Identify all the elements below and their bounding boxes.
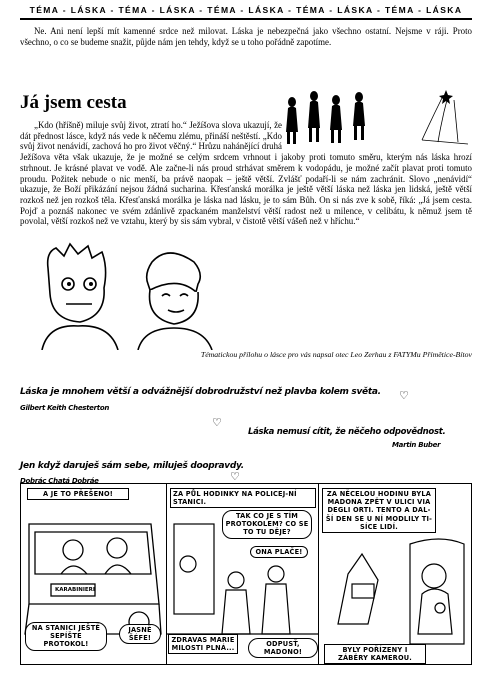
- caption-box: ZA PŮL HODINKY NA POLICEJ-NÍ STANICI.: [170, 488, 316, 508]
- heart-icon: ♡: [212, 416, 222, 429]
- caption-box: ZA NĚCELOU HODINU BYLA MADONA ZPĚT V ULICI VIA DEGLI ORTI. TENTO A DAL-ŠÍ DEN SE U NÍ MODLILY TI-SÍCE LIDÍ.: [322, 488, 436, 533]
- quote-3: Jen když daruješ sám sebe, miluješ doopravdy.: [20, 461, 244, 471]
- quote-2-author: Martin Buber: [392, 441, 441, 449]
- figures-wrap-space: [282, 120, 472, 152]
- section-header-band: TÉMA - LÁSKA - TÉMA - LÁSKA - TÉMA - LÁSKA - TÉMA - LÁSKA - TÉMA - LÁSKA: [20, 4, 472, 20]
- speech-bubble: ONA PLAČE!: [250, 546, 308, 558]
- comic-panel-1: [21, 484, 167, 664]
- couple-faces-illustration: [28, 238, 218, 350]
- caption-box: BYLY POŘÍZENY I ZÁBĚRY KAMEROU.: [324, 644, 426, 664]
- speech-bubble: ZDRAVAS MARIE MILOSTI PLNÁ...: [168, 634, 238, 654]
- car-sign-label: KARABINIERI: [55, 587, 95, 593]
- intro-paragraph: Ne. Ani není lepší mít kamenné srdce než milovat. Láska je nebezpečná jako všechno ostatní. Nejsme v ráji. Proto všechno, o co se budeme snažit, půjde nám jen tehdy, když se u toho pořádně zapotíme.: [20, 26, 472, 47]
- quote-2: Láska nemusí cítit, že něčeho odpovědnost.: [248, 427, 446, 437]
- heart-icon: ♡: [399, 389, 409, 402]
- speech-bubble: JASNĚ ŠÉFE!: [119, 624, 161, 644]
- comic-strip: [20, 483, 472, 665]
- quote-3-author: Dobrác Chatá Dobráe: [20, 477, 99, 485]
- speech-bubble: A JE TO PŘEŠENO!: [27, 488, 129, 500]
- heart-icon: ♡: [230, 470, 240, 483]
- quote-1-author: Gilbert Keith Chesterton: [20, 404, 110, 412]
- comic-panel-3: [318, 484, 471, 664]
- article-title: Já jsem cesta: [20, 92, 127, 113]
- article-credit: Tématickou přílohu o lásce pro vás napsal otec Leo Zerhau z FATYMu Přímětice-Bítov: [200, 350, 472, 359]
- speech-bubble: NA STANICI JEŠTĚ SEPÍŠTE PROTOKOL!: [25, 622, 107, 651]
- quote-1: Láska je mnohem větší a odvážnější dobrodružství než plavba kolem světa.: [20, 387, 381, 397]
- comic-panel-2: [166, 484, 319, 664]
- article-paragraph: „Kdo (hříšně) miluje svůj život, ztratí ho.“ Ježíšova slova ukazují, že dát přednost lásce, když nás vede k něčemu zlému, přináší neštěstí. „Kdo svůj život nenávidí, zachová ho pro život věčný.“ Hrůzu nahánějící druhá Ježíšova věta však ukazuje, že je možné se celým srdcem vrhnout i jakoby proti tomuto směru, kterým nás láska hrozí strhnout. Je krásné plavat ve vodě. Ale začne-li nás proud strhávat směrem k vodopádu, je možné začít plavat proti tomuto proudu. Požitek nebude o nic menší, ba právě naopak – ještě větší. Zvlášť podaří-li se nám zachránit. Slovo „nenávidí“ ukazuje, že Boží přikázání nejsou žádná sucharina. Křesťanská morálka je ještě větší láska než láska jen lidská, ještě větší rozkoš než jen rozkoš těla. Křesťanská morálka je láska nad lásku, je to sám Bůh. On si nás zve k sobě, říká: „Já jsem cesta. Pojď a poznáš nakonec ve svém zdánlivě zpackaném manželství větší radost než u milence, v celibátu, k němuž jsem tě povolal, větší rozkoš než ve vztahu, který by sis sám vybral, v čistotě větší vášeň než v hříchu.“: [20, 120, 472, 227]
- speech-bubble: TAK CO JE S TÍM PROTOKOLEM? CO SE TO TU DĚJE?: [222, 510, 312, 539]
- speech-bubble: ODPUSŤ, MADONO!: [248, 638, 318, 658]
